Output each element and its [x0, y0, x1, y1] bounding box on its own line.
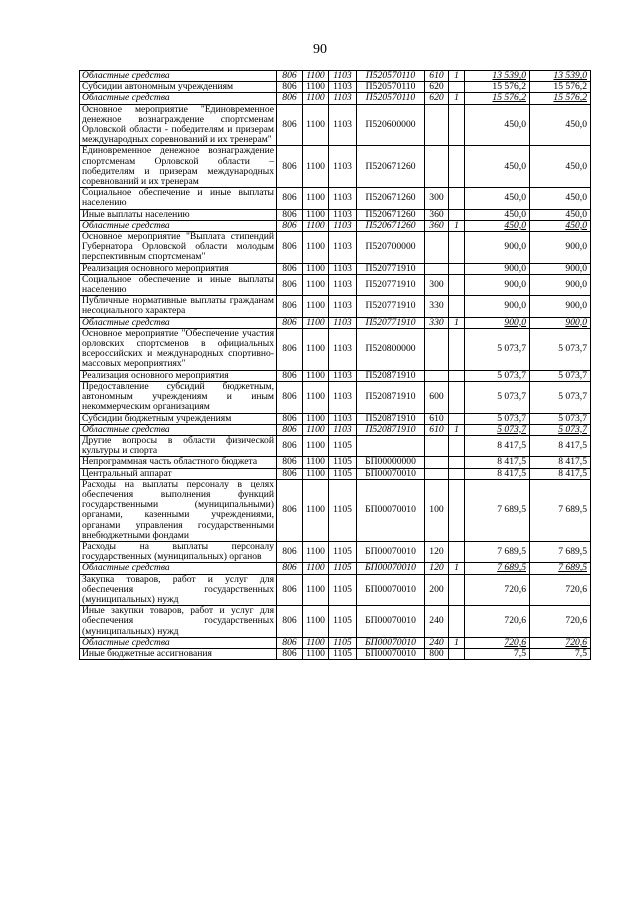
expense-type — [425, 146, 449, 188]
subsection-code: 1103 — [329, 370, 357, 381]
admin-code: 806 — [277, 104, 303, 146]
table-row — [80, 274, 591, 295]
subsection-code: 1103 — [329, 209, 357, 220]
item-name: Субсидии автономным учреждениям — [80, 82, 277, 93]
amount-year-2: 5 073,7 — [530, 413, 591, 424]
amount-year-1: 720,6 — [465, 606, 530, 638]
funding-source: 1 — [449, 424, 465, 435]
table-row — [80, 263, 591, 274]
amount-year-1: 5 073,7 — [465, 381, 530, 413]
funding-source — [449, 541, 465, 562]
amount-year-1: 450,0 — [465, 188, 530, 209]
section-code: 1100 — [303, 317, 329, 328]
subsection-code: 1103 — [329, 188, 357, 209]
target-article: П520671260 — [357, 209, 425, 220]
section-code: 1100 — [303, 274, 329, 295]
target-article: П520871910 — [357, 424, 425, 435]
expense-type: 300 — [425, 188, 449, 209]
table-row — [80, 82, 591, 93]
table-row — [80, 541, 591, 562]
section-code: 1100 — [303, 188, 329, 209]
admin-code: 806 — [277, 479, 303, 541]
subsection-code: 1103 — [329, 146, 357, 188]
target-article: П520771910 — [357, 274, 425, 295]
target-article: П520570110 — [357, 82, 425, 93]
target-article: БП00070010 — [357, 648, 425, 659]
amount-year-1: 8 417,5 — [465, 468, 530, 479]
table-row — [80, 317, 591, 328]
item-name: Иные выплаты населению — [80, 209, 277, 220]
subsection-code: 1105 — [329, 637, 357, 648]
funding-source: 1 — [449, 220, 465, 231]
funding-source — [449, 328, 465, 370]
table-row — [80, 296, 591, 317]
expense-type: 610 — [425, 71, 449, 82]
table-row — [80, 435, 591, 456]
section-code: 1100 — [303, 606, 329, 638]
subsection-code: 1103 — [329, 263, 357, 274]
expense-type: 120 — [425, 541, 449, 562]
table-row — [80, 209, 591, 220]
target-article: П520600000 — [357, 104, 425, 146]
item-name: Единовременное денежное вознаграждение спортсменам Орловской области – победителям и призерам международных соревнований и их тренерам — [80, 146, 277, 188]
expense-type — [425, 435, 449, 456]
target-article: БП00070010 — [357, 637, 425, 648]
expense-type: 360 — [425, 209, 449, 220]
item-name: Иные закупки товаров, работ и услуг для обеспечения государственных (муниципальных) нужд — [80, 606, 277, 638]
target-article: П520771910 — [357, 296, 425, 317]
section-code: 1100 — [303, 209, 329, 220]
target-article: П520671260 — [357, 146, 425, 188]
target-article: БП00070010 — [357, 563, 425, 574]
admin-code: 806 — [277, 574, 303, 606]
amount-year-1: 13 539,0 — [465, 71, 530, 82]
subsection-code: 1103 — [329, 71, 357, 82]
amount-year-1: 7 689,5 — [465, 563, 530, 574]
subsection-code: 1103 — [329, 296, 357, 317]
expense-type: 330 — [425, 317, 449, 328]
table-row — [80, 188, 591, 209]
table-body — [80, 71, 591, 660]
subsection-code: 1103 — [329, 220, 357, 231]
admin-code: 806 — [277, 413, 303, 424]
expense-type — [425, 328, 449, 370]
admin-code: 806 — [277, 541, 303, 562]
amount-year-1: 450,0 — [465, 220, 530, 231]
budget-table — [79, 70, 591, 660]
expense-type: 120 — [425, 563, 449, 574]
admin-code: 806 — [277, 220, 303, 231]
subsection-code: 1105 — [329, 574, 357, 606]
admin-code: 806 — [277, 82, 303, 93]
section-code: 1100 — [303, 82, 329, 93]
amount-year-1: 450,0 — [465, 104, 530, 146]
table-row — [80, 606, 591, 638]
amount-year-2: 15 576,2 — [530, 93, 591, 104]
section-code: 1100 — [303, 104, 329, 146]
amount-year-2: 7 689,5 — [530, 479, 591, 541]
target-article: БП00070010 — [357, 606, 425, 638]
table-row — [80, 468, 591, 479]
item-name: Публичные нормативные выплаты гражданам несоциального характера — [80, 296, 277, 317]
amount-year-2: 5 073,7 — [530, 424, 591, 435]
expense-type: 800 — [425, 648, 449, 659]
section-code: 1100 — [303, 457, 329, 468]
table-row — [80, 563, 591, 574]
target-article: БП00000000 — [357, 457, 425, 468]
expense-type: 610 — [425, 413, 449, 424]
funding-source: 1 — [449, 71, 465, 82]
table-row — [80, 637, 591, 648]
funding-source: 1 — [449, 637, 465, 648]
amount-year-2: 900,0 — [530, 296, 591, 317]
section-code: 1100 — [303, 263, 329, 274]
target-article: БП00070010 — [357, 541, 425, 562]
amount-year-2: 7,5 — [530, 648, 591, 659]
amount-year-2: 13 539,0 — [530, 71, 591, 82]
section-code: 1100 — [303, 468, 329, 479]
expense-type — [425, 263, 449, 274]
section-code: 1100 — [303, 146, 329, 188]
amount-year-1: 900,0 — [465, 263, 530, 274]
funding-source — [449, 232, 465, 264]
funding-source — [449, 104, 465, 146]
section-code: 1100 — [303, 232, 329, 264]
amount-year-2: 720,6 — [530, 637, 591, 648]
section-code: 1100 — [303, 637, 329, 648]
funding-source — [449, 648, 465, 659]
subsection-code: 1103 — [329, 381, 357, 413]
amount-year-1: 7 689,5 — [465, 541, 530, 562]
subsection-code: 1103 — [329, 82, 357, 93]
expense-type: 300 — [425, 274, 449, 295]
section-code: 1100 — [303, 563, 329, 574]
expense-type: 620 — [425, 93, 449, 104]
amount-year-2: 720,6 — [530, 606, 591, 638]
target-article: П520700000 — [357, 232, 425, 264]
section-code: 1100 — [303, 381, 329, 413]
admin-code: 806 — [277, 232, 303, 264]
admin-code: 806 — [277, 381, 303, 413]
amount-year-2: 450,0 — [530, 220, 591, 231]
admin-code: 806 — [277, 563, 303, 574]
table-row — [80, 220, 591, 231]
section-code: 1100 — [303, 424, 329, 435]
target-article: П520871910 — [357, 413, 425, 424]
amount-year-2: 5 073,7 — [530, 381, 591, 413]
amount-year-2: 8 417,5 — [530, 468, 591, 479]
subsection-code: 1103 — [329, 328, 357, 370]
amount-year-1: 7,5 — [465, 648, 530, 659]
section-code: 1100 — [303, 541, 329, 562]
funding-source — [449, 209, 465, 220]
table-row — [80, 457, 591, 468]
item-name: Субсидии бюджетным учреждениям — [80, 413, 277, 424]
amount-year-2: 7 689,5 — [530, 563, 591, 574]
target-article — [357, 435, 425, 456]
amount-year-1: 900,0 — [465, 232, 530, 264]
table-row — [80, 104, 591, 146]
admin-code: 806 — [277, 296, 303, 317]
section-code: 1100 — [303, 296, 329, 317]
funding-source — [449, 274, 465, 295]
table-row — [80, 648, 591, 659]
amount-year-1: 720,6 — [465, 574, 530, 606]
target-article: П520771910 — [357, 263, 425, 274]
item-name: Реализация основного мероприятия — [80, 263, 277, 274]
admin-code: 806 — [277, 468, 303, 479]
amount-year-2: 450,0 — [530, 209, 591, 220]
amount-year-2: 450,0 — [530, 146, 591, 188]
table-row — [80, 381, 591, 413]
funding-source — [449, 146, 465, 188]
amount-year-1: 15 576,2 — [465, 93, 530, 104]
expense-type: 330 — [425, 296, 449, 317]
item-name: Закупка товаров, работ и услуг для обеспечения государственных (муниципальных) нужд — [80, 574, 277, 606]
subsection-code: 1105 — [329, 468, 357, 479]
funding-source — [449, 381, 465, 413]
section-code: 1100 — [303, 435, 329, 456]
amount-year-1: 900,0 — [465, 274, 530, 295]
table-row — [80, 479, 591, 541]
item-name: Иные бюджетные ассигнования — [80, 648, 277, 659]
item-name: Областные средства — [80, 563, 277, 574]
expense-type: 240 — [425, 637, 449, 648]
admin-code: 806 — [277, 209, 303, 220]
amount-year-2: 450,0 — [530, 188, 591, 209]
admin-code: 806 — [277, 457, 303, 468]
subsection-code: 1105 — [329, 648, 357, 659]
item-name: Областные средства — [80, 637, 277, 648]
item-name: Социальное обеспечение и иные выплаты населению — [80, 188, 277, 209]
target-article: П520771910 — [357, 317, 425, 328]
section-code: 1100 — [303, 328, 329, 370]
target-article: БП00070010 — [357, 479, 425, 541]
funding-source — [449, 479, 465, 541]
subsection-code: 1103 — [329, 317, 357, 328]
amount-year-1: 720,6 — [465, 637, 530, 648]
item-name: Социальное обеспечение и иные выплаты населению — [80, 274, 277, 295]
expense-type: 620 — [425, 82, 449, 93]
subsection-code: 1105 — [329, 435, 357, 456]
funding-source — [449, 574, 465, 606]
admin-code: 806 — [277, 146, 303, 188]
amount-year-1: 8 417,5 — [465, 457, 530, 468]
expense-type: 240 — [425, 606, 449, 638]
item-name: Основное мероприятие "Обеспечение участия орловских спортсменов в официальных всероссийских и международных спортивно-массовых мероприятиях" — [80, 328, 277, 370]
item-name: Областные средства — [80, 220, 277, 231]
amount-year-2: 5 073,7 — [530, 370, 591, 381]
expense-type — [425, 457, 449, 468]
item-name: Областные средства — [80, 317, 277, 328]
expense-type: 360 — [425, 220, 449, 231]
section-code: 1100 — [303, 574, 329, 606]
item-name: Центральный аппарат — [80, 468, 277, 479]
admin-code: 806 — [277, 370, 303, 381]
item-name: Областные средства — [80, 93, 277, 104]
admin-code: 806 — [277, 263, 303, 274]
expense-type — [425, 468, 449, 479]
item-name: Областные средства — [80, 71, 277, 82]
expense-type: 200 — [425, 574, 449, 606]
target-article: П520800000 — [357, 328, 425, 370]
target-article: БП00070010 — [357, 574, 425, 606]
funding-source: 1 — [449, 317, 465, 328]
admin-code: 806 — [277, 274, 303, 295]
target-article: П520570110 — [357, 93, 425, 104]
target-article: БП00070010 — [357, 468, 425, 479]
item-name: Основное мероприятие "Выплата стипендий Губернатора Орловской области молодым перспективным спортсменам" — [80, 232, 277, 264]
subsection-code: 1105 — [329, 563, 357, 574]
amount-year-1: 15 576,2 — [465, 82, 530, 93]
section-code: 1100 — [303, 648, 329, 659]
admin-code: 806 — [277, 328, 303, 370]
subsection-code: 1105 — [329, 479, 357, 541]
item-name: Другие вопросы в области физической культуры и спорта — [80, 435, 277, 456]
funding-source: 1 — [449, 93, 465, 104]
target-article: П520671260 — [357, 188, 425, 209]
funding-source — [449, 188, 465, 209]
amount-year-2: 15 576,2 — [530, 82, 591, 93]
funding-source — [449, 296, 465, 317]
section-code: 1100 — [303, 413, 329, 424]
amount-year-1: 900,0 — [465, 317, 530, 328]
amount-year-2: 900,0 — [530, 263, 591, 274]
table-row — [80, 93, 591, 104]
section-code: 1100 — [303, 479, 329, 541]
target-article: П520570110 — [357, 71, 425, 82]
section-code: 1100 — [303, 220, 329, 231]
amount-year-1: 5 073,7 — [465, 413, 530, 424]
admin-code: 806 — [277, 317, 303, 328]
table-row — [80, 574, 591, 606]
funding-source — [449, 263, 465, 274]
admin-code: 806 — [277, 637, 303, 648]
admin-code: 806 — [277, 424, 303, 435]
subsection-code: 1105 — [329, 457, 357, 468]
table-row — [80, 232, 591, 264]
amount-year-1: 450,0 — [465, 146, 530, 188]
funding-source — [449, 82, 465, 93]
expense-type — [425, 370, 449, 381]
section-code: 1100 — [303, 71, 329, 82]
amount-year-2: 5 073,7 — [530, 328, 591, 370]
amount-year-2: 720,6 — [530, 574, 591, 606]
funding-source — [449, 370, 465, 381]
table-row — [80, 328, 591, 370]
expense-type: 610 — [425, 424, 449, 435]
funding-source — [449, 606, 465, 638]
section-code: 1100 — [303, 370, 329, 381]
item-name: Областные средства — [80, 424, 277, 435]
funding-source — [449, 413, 465, 424]
expense-type — [425, 104, 449, 146]
item-name: Непрограммная часть областного бюджета — [80, 457, 277, 468]
subsection-code: 1105 — [329, 606, 357, 638]
item-name: Предоставление субсидий бюджетным, автономным учреждениям и иным некоммерческим организациям — [80, 381, 277, 413]
subsection-code: 1103 — [329, 424, 357, 435]
table-row — [80, 424, 591, 435]
amount-year-2: 900,0 — [530, 274, 591, 295]
amount-year-1: 5 073,7 — [465, 370, 530, 381]
funding-source — [449, 435, 465, 456]
table-row — [80, 413, 591, 424]
amount-year-1: 8 417,5 — [465, 435, 530, 456]
subsection-code: 1103 — [329, 274, 357, 295]
funding-source — [449, 468, 465, 479]
item-name: Реализация основного мероприятия — [80, 370, 277, 381]
subsection-code: 1103 — [329, 104, 357, 146]
target-article: П520871910 — [357, 381, 425, 413]
admin-code: 806 — [277, 188, 303, 209]
amount-year-1: 900,0 — [465, 296, 530, 317]
item-name: Расходы на выплаты персоналу в целях обеспечения выполнения функций государственными (муниципальными) органами, казенными учреждениями, органами управления государственными внебюджетными фондами — [80, 479, 277, 541]
admin-code: 806 — [277, 71, 303, 82]
subsection-code: 1103 — [329, 93, 357, 104]
subsection-code: 1103 — [329, 232, 357, 264]
table-row — [80, 71, 591, 82]
amount-year-2: 8 417,5 — [530, 435, 591, 456]
amount-year-2: 900,0 — [530, 232, 591, 264]
subsection-code: 1105 — [329, 541, 357, 562]
amount-year-2: 450,0 — [530, 104, 591, 146]
table-row — [80, 146, 591, 188]
expense-type — [425, 232, 449, 264]
section-code: 1100 — [303, 93, 329, 104]
expense-type: 600 — [425, 381, 449, 413]
funding-source: 1 — [449, 563, 465, 574]
admin-code: 806 — [277, 93, 303, 104]
admin-code: 806 — [277, 648, 303, 659]
subsection-code: 1103 — [329, 413, 357, 424]
item-name: Расходы на выплаты персоналу государственных (муниципальных) органов — [80, 541, 277, 562]
admin-code: 806 — [277, 435, 303, 456]
amount-year-1: 5 073,7 — [465, 424, 530, 435]
admin-code: 806 — [277, 606, 303, 638]
table-row — [80, 370, 591, 381]
amount-year-2: 8 417,5 — [530, 457, 591, 468]
amount-year-2: 900,0 — [530, 317, 591, 328]
amount-year-1: 7 689,5 — [465, 479, 530, 541]
funding-source — [449, 457, 465, 468]
target-article: П520871910 — [357, 370, 425, 381]
target-article: П520671260 — [357, 220, 425, 231]
page-number: 90 — [313, 42, 327, 57]
amount-year-1: 450,0 — [465, 209, 530, 220]
expense-type: 100 — [425, 479, 449, 541]
amount-year-2: 7 689,5 — [530, 541, 591, 562]
amount-year-1: 5 073,7 — [465, 328, 530, 370]
item-name: Основное мероприятие "Единовременное денежное вознаграждение спортсменам Орловской области - победителям и призерам международных соревнований и их тренерам" — [80, 104, 277, 146]
